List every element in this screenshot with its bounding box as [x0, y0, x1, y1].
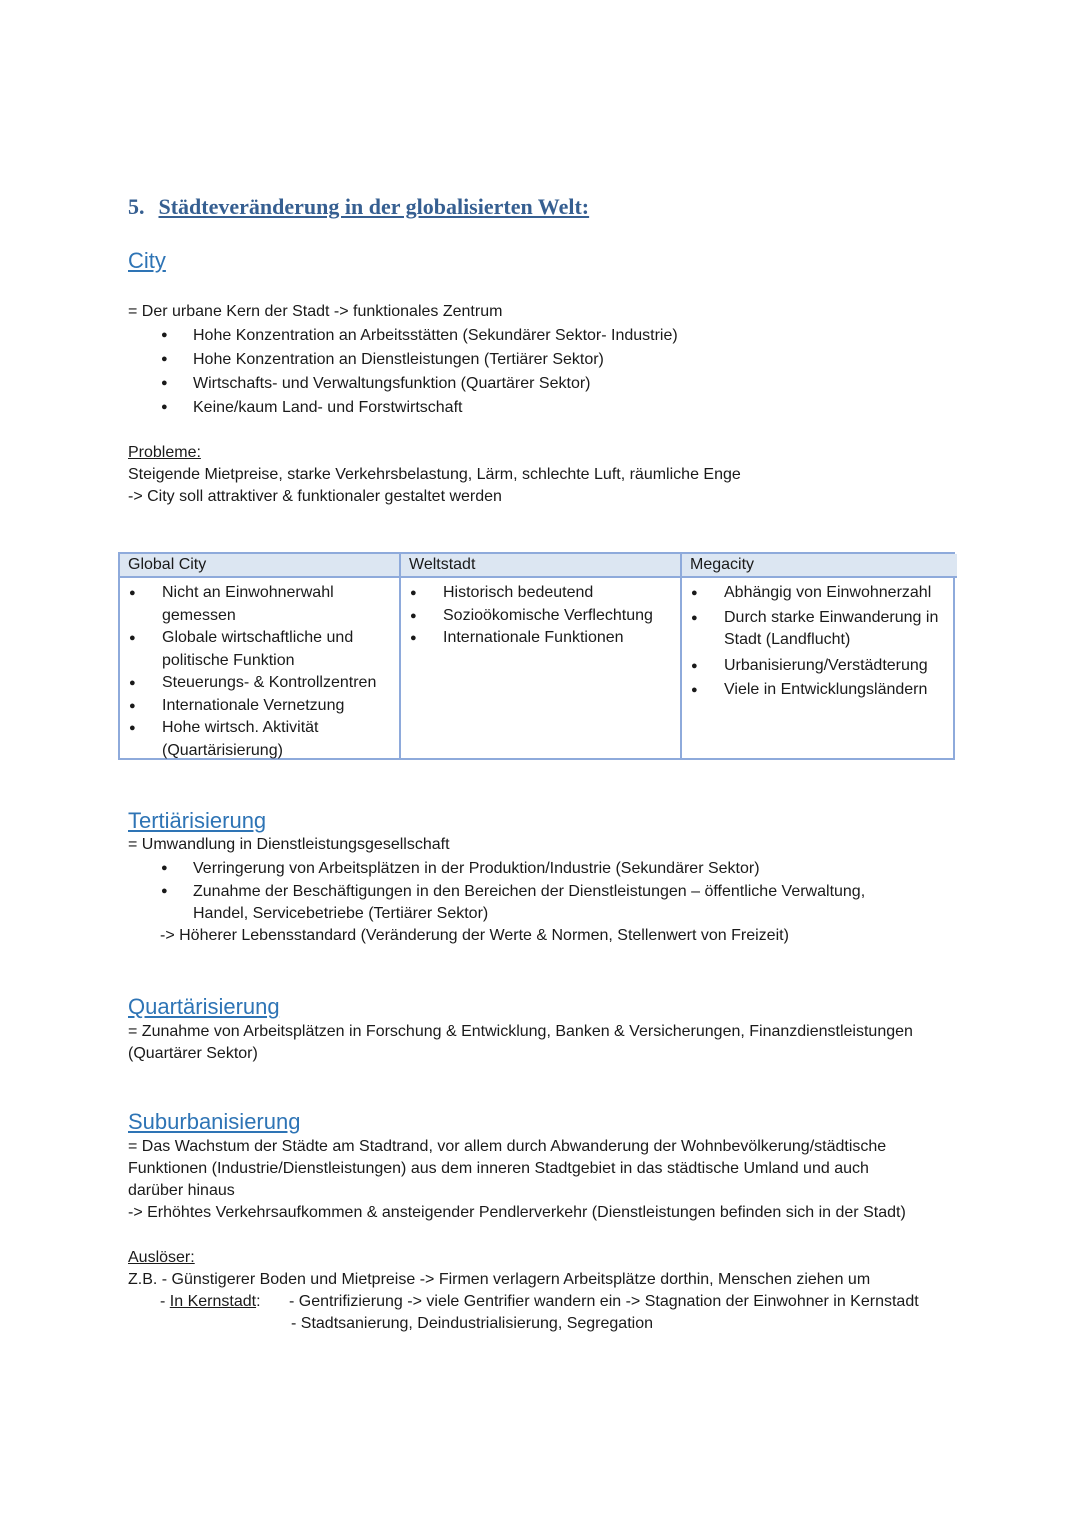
list-item: ● Wirtschafts- und Verwaltungsfunktion (Quartärer Sektor) [128, 372, 678, 395]
table-header: Megacity [682, 554, 957, 578]
table-cell [682, 578, 957, 702]
city-type-table [118, 552, 955, 760]
kernstadt-prefix: - [160, 1293, 170, 1310]
tertiaer-bullet-list [128, 857, 865, 903]
trigger-label: Auslöser: [128, 1249, 195, 1266]
list-item: ● Keine/kaum Land- und Forstwirtschaft [128, 396, 678, 419]
kernstadt-label: In Kernstadt [169, 1293, 257, 1310]
heading-number: 5. [128, 194, 145, 219]
quartaer-line-2: (Quartärer Sektor) [128, 1045, 258, 1062]
list-item: ● Zunahme der Beschäftigungen in den Bereichen der Dienstleistungen – öffentliche Verwaltung, [128, 880, 865, 903]
section-title-city: City [128, 248, 166, 273]
list-item: ● Hohe wirtsch. Aktivität (Quartärisierung) [120, 717, 362, 762]
section-title-suburbanisierung: Suburbanisierung [128, 1109, 301, 1134]
kernstadt-colon: : [256, 1293, 261, 1310]
table-cell [401, 578, 680, 650]
tertiaer-definition: = Umwandlung in Dienstleistungsgesellschaft [128, 836, 450, 853]
list-item: ● Globale wirtschaftliche und politische Funktion [120, 627, 382, 672]
list-item: ● Durch starke Einwanderung in Stadt (Landflucht) [682, 607, 949, 652]
table-cell-list [682, 582, 957, 702]
table-header: Weltstadt [401, 554, 680, 578]
table-cell-list [120, 582, 399, 762]
section-title-quartaerisierung: Quartärisierung [128, 994, 280, 1019]
heading-title: Städteveränderung in der globalisierten Welt: [158, 194, 590, 219]
list-item: ● Internationale Funktionen [401, 627, 680, 650]
list-item: ● Steuerungs- & Kontrollzentren [120, 672, 392, 695]
suburban-line-2: Funktionen (Industrie/Dienstleistungen) aus dem inneren Stadtgebiet in das städtische Umland und auch [128, 1160, 869, 1177]
section-title-tertiaerisierung: Tertiärisierung [128, 808, 267, 833]
table-cell-list [401, 582, 680, 650]
kernstadt-label-line [160, 1291, 261, 1313]
list-item: ● Viele in Entwicklungsländern [682, 679, 957, 702]
list-item: ● Verringerung von Arbeitsplätzen in der Produktion/Industrie (Sekundärer Sektor) [128, 857, 865, 880]
kernstadt-line-1: - Gentrifizierung -> viele Gentrifier wandern ein -> Stagnation der Einwohner in Kernstadt [289, 1293, 919, 1310]
tertiaer-conclusion: -> Höherer Lebensstandard (Veränderung der Werte & Normen, Stellenwert von Freizeit) [160, 927, 789, 944]
list-item: ● Internationale Vernetzung [120, 695, 392, 718]
tertiaer-bullet-continuation: Handel, Servicebetriebe (Tertiärer Sektor) [193, 905, 489, 922]
problems-text: Steigende Mietpreise, starke Verkehrsbelastung, Lärm, schlechte Luft, räumliche Enge [128, 466, 741, 483]
city-definition: = Der urbane Kern der Stadt -> funktionales Zentrum [128, 303, 503, 320]
table-header: Global City [120, 554, 399, 578]
list-item: ● Historisch bedeutend [401, 582, 680, 605]
quartaer-line-1: = Zunahme von Arbeitsplätzen in Forschung & Entwicklung, Banken & Versicherungen, Finanzdienstleistungen [128, 1023, 913, 1040]
problems-label: Probleme: [128, 444, 201, 461]
table-column-megacity [682, 554, 957, 758]
suburban-line-1: = Das Wachstum der Städte am Stadtrand, vor allem durch Abwanderung der Wohnbevölkerung/städtische [128, 1138, 887, 1155]
list-item: ● Abhängig von Einwohnerzahl [682, 582, 957, 605]
list-item: ● Urbanisierung/Verstädterung [682, 655, 957, 678]
problems-conclusion: -> City soll attraktiver & funktionaler gestaltet werden [128, 488, 502, 505]
main-heading [128, 194, 589, 220]
kernstadt-line-2: - Stadtsanierung, Deindustrialisierung, Segregation [291, 1315, 653, 1332]
list-item: ● Hohe Konzentration an Dienstleistungen (Tertiärer Sektor) [128, 348, 678, 371]
list-item: ● Sozioökomische Verflechtung [401, 605, 680, 628]
table-cell [120, 578, 399, 762]
table-column-weltstadt [401, 554, 682, 758]
trigger-line-1: Z.B. - Günstigerer Boden und Mietpreise -> Firmen verlagern Arbeitsplätze dorthin, Menschen ziehen um [128, 1271, 871, 1288]
suburban-line-3: darüber hinaus [128, 1182, 235, 1199]
table-column-global-city [120, 554, 401, 758]
list-item: ● Hohe Konzentration an Arbeitsstätten (Sekundärer Sektor- Industrie) [128, 324, 678, 347]
list-item: ● Nicht an Einwohnerwahl gemessen [120, 582, 382, 627]
suburban-line-4: -> Erhöhtes Verkehrsaufkommen & ansteigender Pendlerverkehr (Dienstleistungen befinden sich in der Stadt) [128, 1204, 906, 1221]
city-bullet-list [128, 324, 678, 419]
